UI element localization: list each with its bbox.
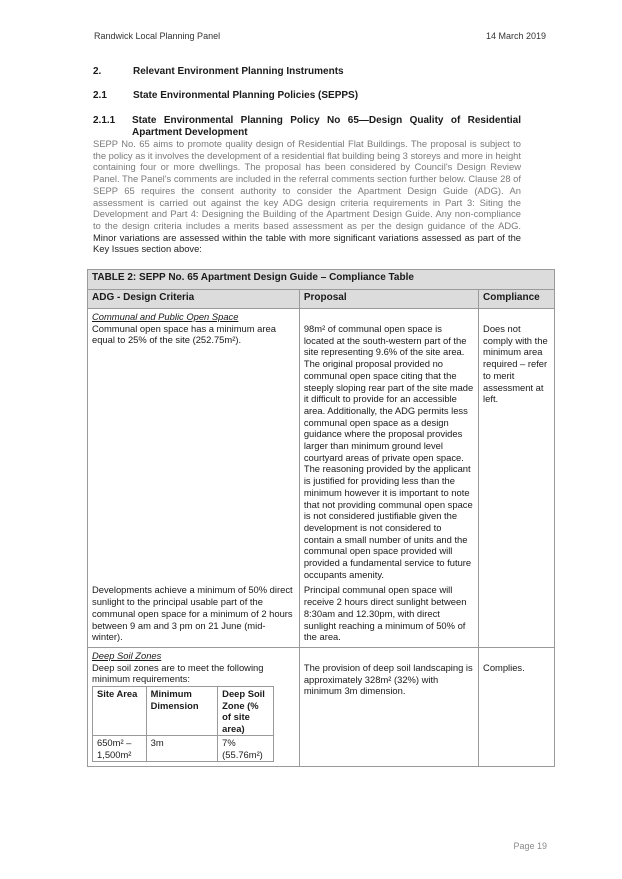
- section-title: State Environmental Planning Policies (SEPPS): [133, 90, 359, 101]
- page-number: Page 19: [513, 841, 547, 851]
- inner-cell-min-dimension: 3m: [146, 736, 218, 762]
- section-title: Relevant Environment Planning Instruments: [133, 66, 344, 77]
- deep-soil-requirements-table: [92, 686, 274, 762]
- inner-header-min-dimension: Minimum Dimension: [146, 687, 218, 736]
- header-date: 14 March 2019: [485, 31, 546, 41]
- compliance-text: Does not comply with the minimum area required – refer to merit assessment at left.: [479, 309, 555, 583]
- table-row: [88, 647, 555, 766]
- row-heading: Communal and Public Open Space: [92, 311, 239, 322]
- column-header-proposal: Proposal: [299, 290, 478, 309]
- table-row: [88, 309, 555, 583]
- intro-paragraph: [93, 138, 521, 255]
- section-number: 2.1: [93, 90, 107, 101]
- criteria-text: Developments achieve a minimum of 50% direct sunlight to the principal usable part of the communal open space for a minimum of 2 hours between 9 am and 3 pm on 21 June (mid-winter).: [88, 582, 300, 647]
- inner-cell-site-area: 650m² – 1,500m²: [93, 736, 147, 762]
- inner-cell-deep-soil-zone: 7% (55.76m²): [218, 736, 274, 762]
- intro-text-dark: Minor variations are assessed within the table with more significant variations assessed as part of the Key Issues section above:: [93, 231, 521, 255]
- section-title: State Environmental Planning Policy No 65—Design Quality of Residential Apartment Development: [132, 115, 521, 138]
- proposal-text: 98m² of communal open space is located at the south-western part of the site representing 9.6% of the site area. The original proposal provided no communal open space citing that the steeply sloping rear part of the site made it difficult to provide for an accessible area. Additionally, the ADG permits less communal open space as a design guidance where the proposal provides larger than minimum ground level courtyard areas of private open space. The reasoning provided by the applicant is justified for providing less than the minimum however it is important to note that not providing communal open space is not considered justifiable given the development is not considered to contain a small number of units and the communal open space provided will provided a fundamental service to future occupants amenity.: [299, 309, 478, 583]
- proposal-text: The provision of deep soil landscaping is approximately 328m² (32%) with minimum 3m dimension.: [299, 647, 478, 766]
- criteria-text: Communal open space has a minimum area equal to 25% of the site (252.75m²).: [92, 322, 276, 346]
- inner-header-deep-soil-zone: Deep Soil Zone (% of site area): [218, 687, 274, 736]
- table-row: [88, 582, 555, 647]
- inner-header-site-area: Site Area: [93, 687, 147, 736]
- column-header-criteria: ADG - Design Criteria: [88, 290, 300, 309]
- proposal-text: Principal communal open space will receive 2 hours direct sunlight between 8:30am and 12.30pm, with direct sunlight reaching a minimum of 50% of the area.: [299, 582, 478, 647]
- header-council-name: Randwick Local Planning Panel: [94, 31, 221, 41]
- section-2-1-1-heading: [93, 115, 521, 139]
- table-caption: TABLE 2: SEPP No. 65 Apartment Design Guide – Compliance Table: [88, 270, 555, 290]
- section-number: 2.: [93, 66, 102, 77]
- compliance-text: Complies.: [479, 647, 555, 766]
- criteria-text: Deep soil zones are to meet the following minimum requirements:: [92, 661, 264, 685]
- section-number: 2.1.1: [93, 115, 116, 126]
- row-heading: Deep Soil Zones: [92, 649, 162, 661]
- column-header-compliance: Compliance: [479, 290, 555, 309]
- compliance-text: [479, 582, 555, 647]
- section-2-1-heading: [93, 90, 358, 101]
- intro-text-grey: SEPP No. 65 aims to promote quality design of Residential Flat Buildings. The proposal is subject to the policy as it involves the development of a residential flat building being 3 storeys and more in height containing four or more dwellings. The proposal has been considered by Council's Design Review Panel. The Panel's comments are included in the referral comments section further below. Clause 28 of SEPP 65 requires the consent authority to consider the Apartment Design Guide (ADG). An assessment is carried out against the key ADG design criteria requirements in Part 3: Siting the Development and Part 4: Designing the Building of the Apartment Design Guide. Any non-compliance to the design criteria includes a merits based assessment as per the design guidance of the ADG.: [93, 138, 521, 231]
- section-2-heading: [93, 66, 344, 77]
- table-row: [93, 736, 274, 762]
- compliance-table: [87, 269, 555, 767]
